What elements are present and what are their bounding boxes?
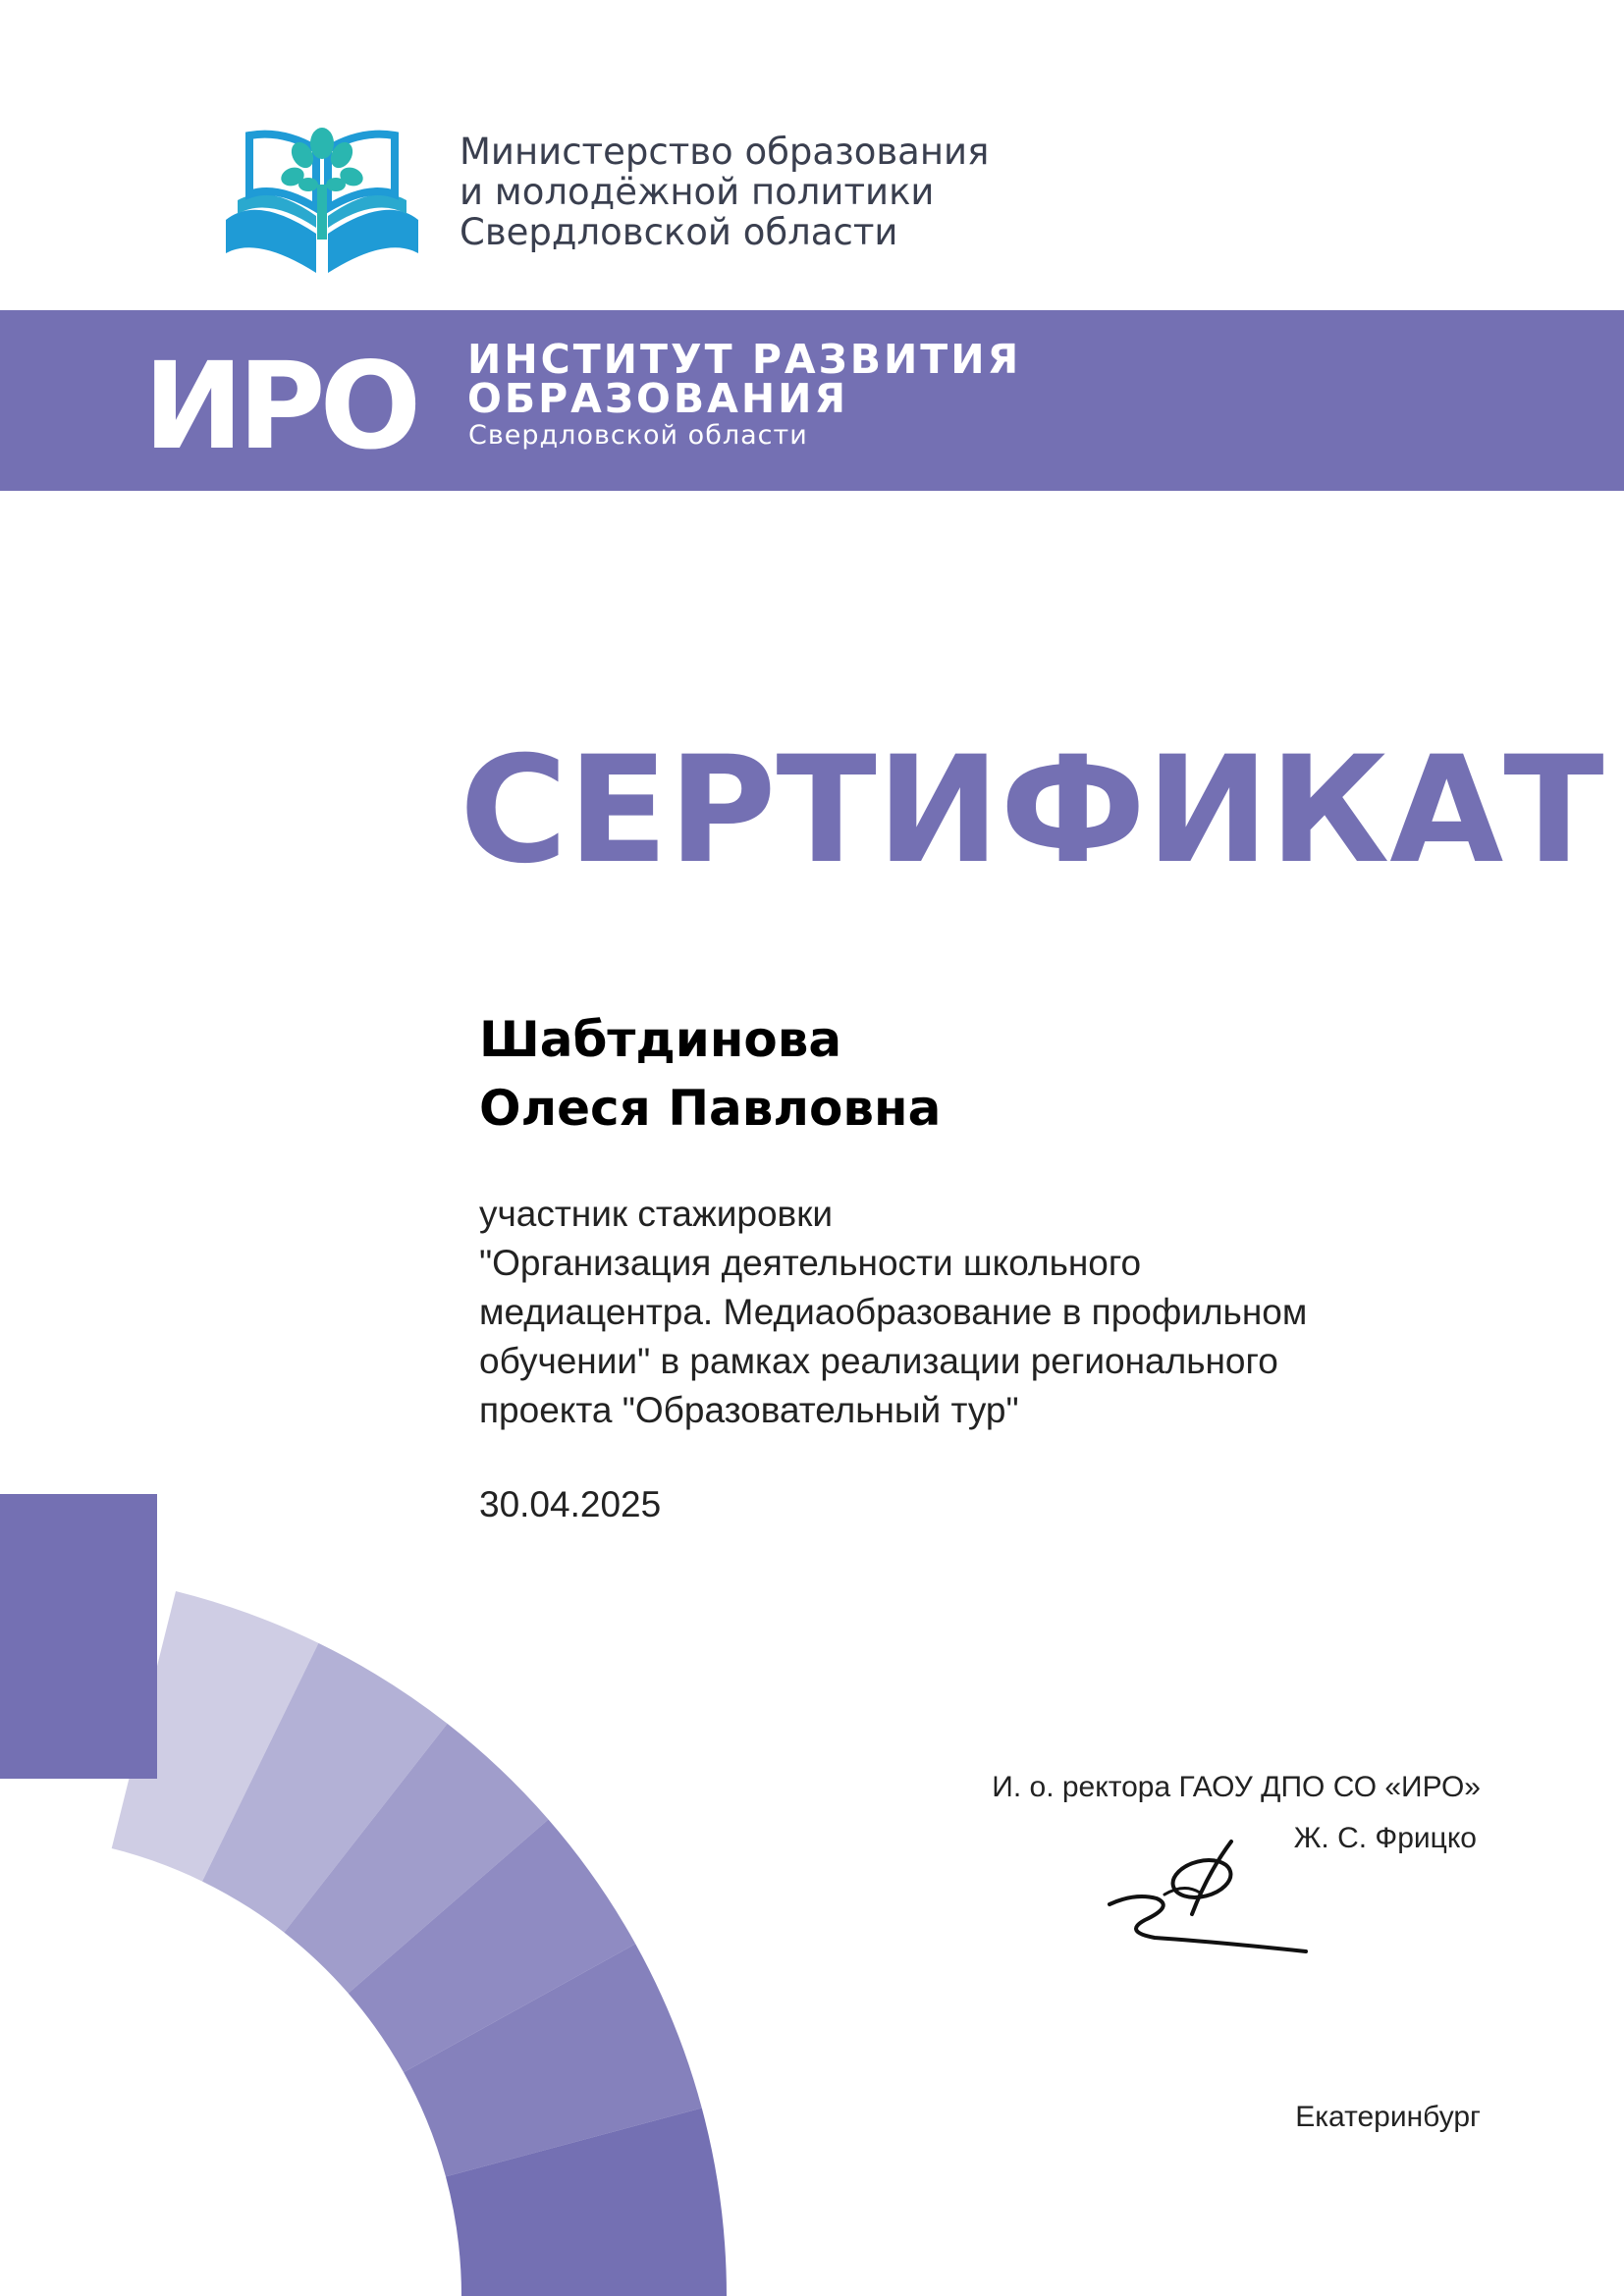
certificate-description [479, 1190, 1461, 1435]
ministry-name [460, 132, 1147, 252]
iro-title-line: ОБРАЗОВАНИЯ [467, 375, 849, 422]
signer-position: И. о. ректора ГАОУ ДПО СО «ИРО» [992, 1771, 1481, 1803]
description-line: проекта "Образовательный тур" [479, 1390, 1019, 1430]
certificate-title: СЕРТИФИКАТ [460, 725, 1604, 896]
decorative-arc [0, 1472, 746, 2296]
description-line: обучении" в рамках реализации регионального [479, 1341, 1278, 1381]
iro-title [467, 336, 1022, 422]
arc-segment-top [0, 1494, 157, 1779]
recipient-name [479, 1005, 941, 1143]
recipient-given-names: Олеся Павловна [479, 1080, 942, 1137]
iro-title-line: ИНСТИТУТ РАЗВИТИЯ [467, 336, 1022, 383]
ministry-line: и молодёжной политики [460, 171, 935, 213]
description-line: участник стажировки [479, 1194, 834, 1234]
iro-subtitle: Свердловской области [468, 420, 808, 451]
ministry-logo-icon [218, 126, 426, 273]
ministry-line: Свердловской области [460, 211, 898, 253]
signer-name: Ж. С. Фрицко [1293, 1822, 1477, 1854]
recipient-surname: Шабтдинова [479, 1011, 842, 1068]
issue-date: 30.04.2025 [479, 1484, 662, 1524]
description-line: "Организация деятельности школьного [479, 1243, 1142, 1283]
iro-logo-text: ИРО [143, 342, 416, 459]
city: Екатеринбург [1295, 2101, 1481, 2133]
description-line: медиацентра. Медиаобразование в профильном [479, 1292, 1308, 1332]
iro-logo [143, 342, 438, 459]
ministry-line: Министерство образования [460, 131, 990, 173]
handwritten-signature [1106, 1834, 1312, 1971]
